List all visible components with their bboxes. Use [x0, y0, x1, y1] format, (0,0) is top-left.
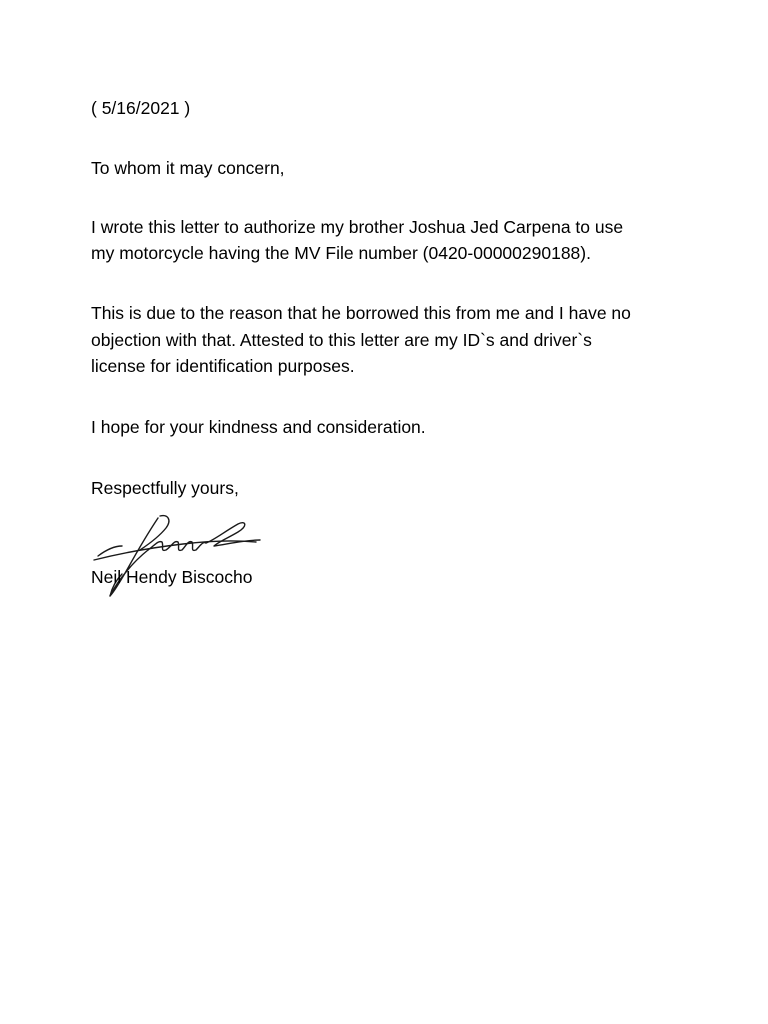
paragraph-2-line-2: objection with that. Attested to this letter are my ID`s and driver`s: [91, 330, 592, 350]
closing: Respectfully yours,: [91, 478, 239, 498]
paragraph-2-line-3: license for identification purposes.: [91, 356, 355, 376]
paragraph-3: I hope for your kindness and consideration.: [91, 417, 426, 437]
paragraph-2-line-1: This is due to the reason that he borrowed this from me and I have no: [91, 303, 631, 323]
handwritten-signature: [88, 510, 268, 605]
letter-date: ( 5/16/2021 ): [91, 98, 191, 118]
salutation: To whom it may concern,: [91, 158, 285, 178]
paragraph-1-line-1: I wrote this letter to authorize my brother Joshua Jed Carpena to use: [91, 217, 624, 237]
signer-name: Neil Hendy Biscocho: [91, 567, 253, 587]
paragraph-1-line-2: my motorcycle having the MV File number (0420-00000290188).: [91, 243, 591, 263]
